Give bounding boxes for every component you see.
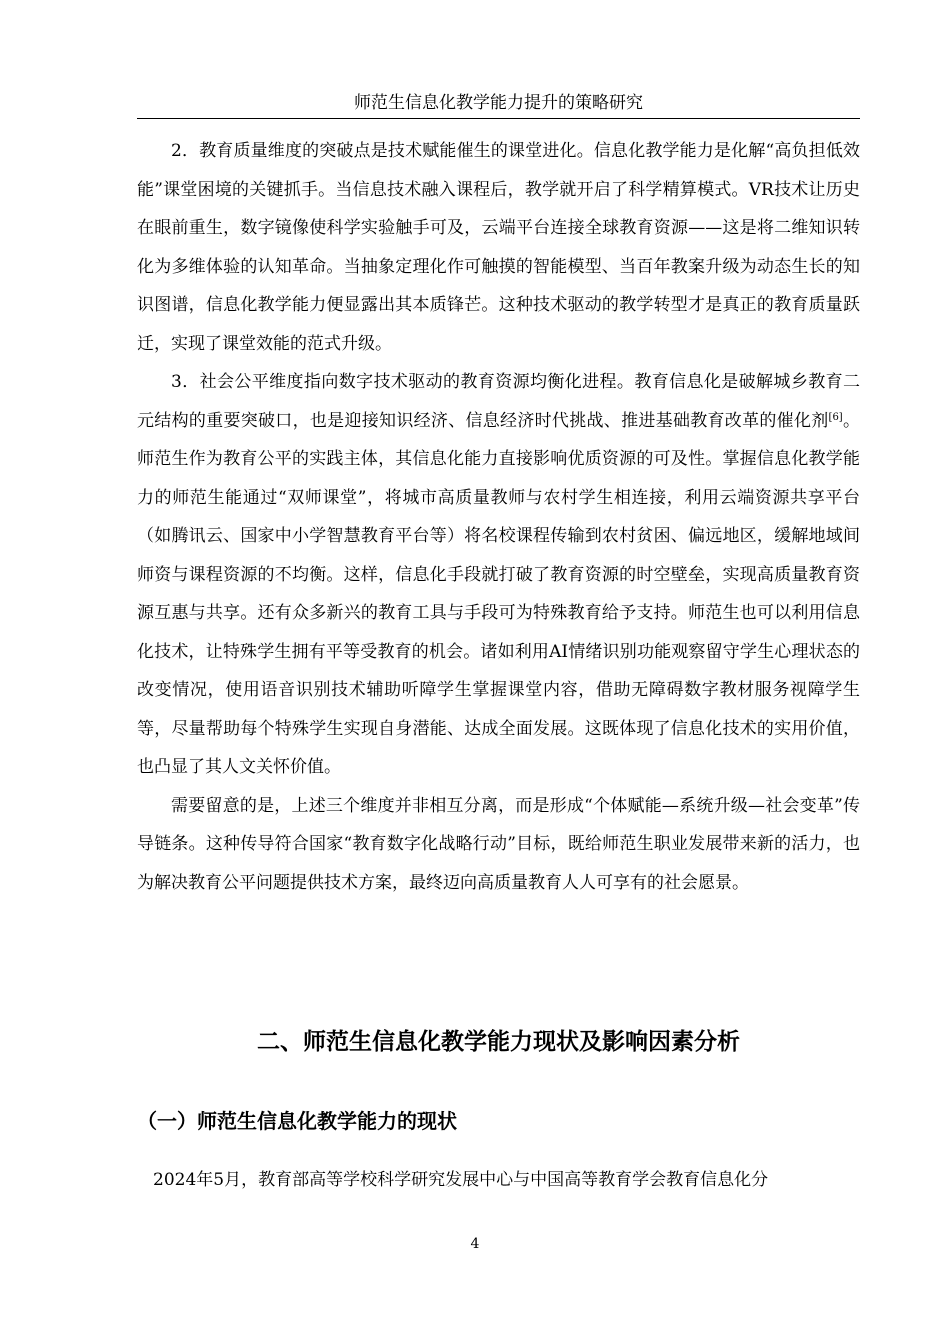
paragraph-education-quality: 2．教育质量维度的突破点是技术赋能催生的课堂进化。信息化教学能力是化解“高负担低效能”课堂困境的关键抓手。当信息技术融入课程后，教学就开启了科学精算模式。VR技术让历史在眼前重生，数字镜像使科学实验触手可及，云端平台连接全球教育资源——这是将二维知识转化为多维体验的认知革命。当抽象定理化作可触摸的智能模型、当百年教案升级为动态生长的知识图谱，信息化教学能力便显露出其本质锋芒。这种技术驱动的教学转型才是真正的教育质量跃迁，实现了课堂效能的范式升级。: [137, 141, 860, 354]
page-number: 4: [470, 1236, 480, 1252]
paragraph-status: 2024年5月，教育部高等学校科学研究发展中心与中国高等教育学会教育信息化分: [153, 1170, 769, 1190]
paragraph-text: 3．社会公平维度指向数字技术驱动的教育资源均衡化进程。教育信息化是破解城乡教育二元结构的重要突破口，也是迎接知识经济、信息经济时代挑战、推进基础教育改革的催化剂: [137, 372, 860, 431]
running-header: 师范生信息化教学能力提升的策略研究: [354, 93, 643, 113]
citation-ref: [6]: [828, 411, 843, 423]
header-rule: [137, 118, 860, 119]
section-title: 二、师范生信息化教学能力现状及影响因素分析: [257, 1029, 740, 1055]
paragraph-social-equity: [137, 363, 860, 787]
subsection-title: （一）师范生信息化教学能力的现状: [137, 1109, 457, 1133]
body-text: [137, 132, 860, 902]
paragraph-note: 需要留意的是，上述三个维度并非相互分离，而是形成“个体赋能—系统升级—社会变革”传导链条。这种传导符合国家“教育数字化战略行动”目标，既给师范生职业发展带来新的活力，也为解决教育公平问题提供技术方案，最终迈向高质量教育人人可享有的社会愿景。: [137, 795, 860, 893]
paragraph-text: 。师范生作为教育公平的实践主体，其信息化能力直接影响优质资源的可及性。掌握信息化教学能力的师范生能通过“双师课堂”，将城市高质量教师与农村学生相连接，利用云端资源共享平台（如腾讯云、国家中小学智慧教育平台等）将名校课程传输到农村贫困、偏远地区，缓解地域间师资与课程资源的不均衡。这样，信息化手段就打破了教育资源的时空壁垒，实现高质量教育资源互惠与共享。还有众多新兴的教育工具与手段可为特殊教育给予支持。师范生也可以利用信息化技术，让特殊学生拥有平等受教育的机会。诸如利用AI情绪识别功能观察留守学生心理状态的改变情况，使用语音识别技术辅助听障学生掌握课堂内容，借助无障碍数字教材服务视障学生等，尽量帮助每个特殊学生实现自身潜能、达成全面发展。这既体现了信息化技术的实用价值，也凸显了其人文关怀价值。: [137, 410, 861, 777]
